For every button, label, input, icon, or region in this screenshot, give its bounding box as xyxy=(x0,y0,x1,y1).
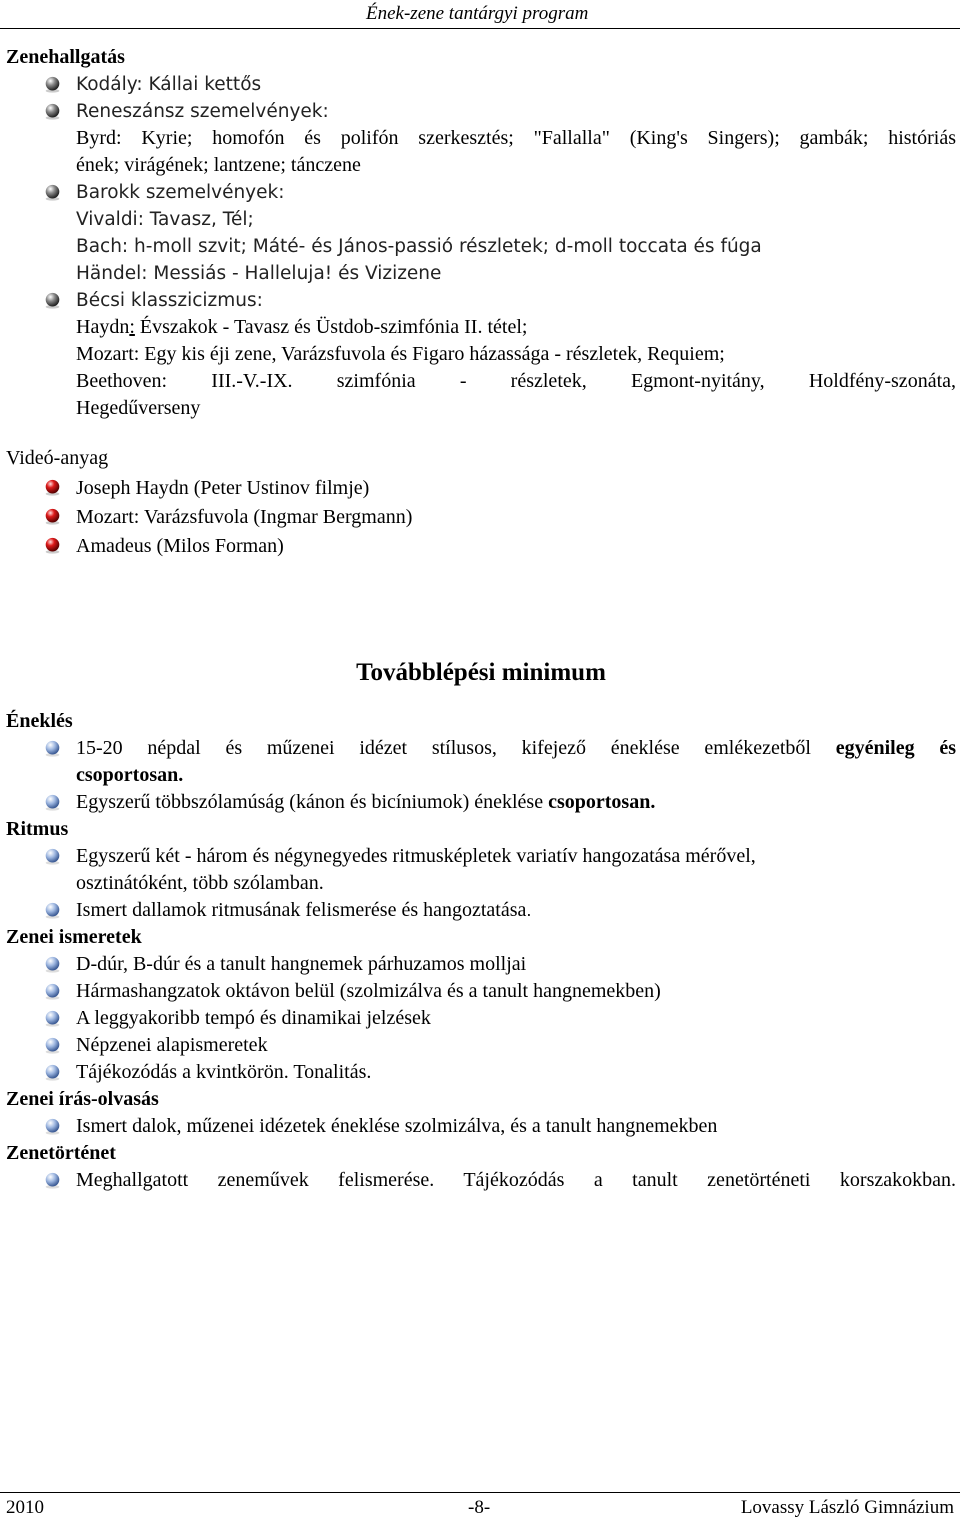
section-title-zenetortenet: Zenetörténet xyxy=(6,1142,116,1164)
blue-ball-bullet-icon xyxy=(44,1064,61,1081)
list-item-text: Barokk szemelvények: xyxy=(76,182,285,203)
list-item xyxy=(6,71,956,98)
list-item-text: Hármashangzatok oktávon belül (szolmizálva és a tanult hangnemekben) xyxy=(76,980,661,1002)
list-item-text: D-dúr, B-dúr és a tanult hangnemek párhuzamos molljai xyxy=(76,953,527,975)
list-item xyxy=(6,474,956,503)
list-item-text: Tájékozódás a kvintkörön. Tonalitás. xyxy=(76,1061,372,1083)
list-item-text: Reneszánsz szemelvények: xyxy=(76,101,329,122)
blue-ball-bullet-icon xyxy=(44,956,61,973)
list-item-text: Amadeus (Milos Forman) xyxy=(76,535,284,557)
haydn-works: Évszakok - Tavasz és Üstdob-szimfónia II. tétel; xyxy=(134,316,528,338)
section-title-zenei-ismeretek: Zenei ismeretek xyxy=(6,926,142,948)
footer-school: Lovassy László Gimnázium xyxy=(740,1497,954,1518)
list-item xyxy=(6,978,956,1005)
page-header xyxy=(0,0,960,29)
list-item xyxy=(6,1113,956,1140)
list-item xyxy=(6,951,956,978)
list-item xyxy=(6,789,956,816)
red-ball-bullet-icon xyxy=(44,508,61,525)
grey-ball-bullet-icon xyxy=(44,103,61,120)
blue-ball-bullet-icon xyxy=(44,740,61,757)
list-item xyxy=(6,503,956,532)
list-item-text: A leggyakoribb tempó és dinamikai jelzések xyxy=(76,1007,431,1029)
document-content xyxy=(6,44,956,1194)
list-item-text: Mozart: Varázsfuvola (Ingmar Bergmann) xyxy=(76,506,413,528)
text-line: Byrd: Kyrie; homofón és polifón szerkesztés; "Fallalla" (King's Singers); gambák; históriás xyxy=(76,127,956,149)
blue-ball-bullet-icon xyxy=(44,983,61,1000)
list-item xyxy=(6,1059,956,1086)
blue-ball-bullet-icon xyxy=(44,794,61,811)
list-item-text: Meghallgatott zeneművek felismerése. Tájékozódás a tanult zenetörténeti korszakokban. xyxy=(76,1169,956,1191)
blue-ball-bullet-icon xyxy=(44,902,61,919)
blue-ball-bullet-icon xyxy=(44,1037,61,1054)
list-item-text: Kodály: Kállai kettős xyxy=(76,74,262,95)
haydn-label: Haydn xyxy=(76,316,130,338)
section-title-ritmus: Ritmus xyxy=(6,818,69,840)
text-line: csoportosan. xyxy=(76,764,184,786)
blue-ball-bullet-icon xyxy=(44,1010,61,1027)
list-item-text: Bécsi klasszicizmus: xyxy=(76,290,263,311)
list-item xyxy=(6,735,956,762)
text-line: Hegedűverseny xyxy=(76,397,201,419)
text-line: Vivaldi: Tavasz, Tél; xyxy=(76,209,254,230)
spacer xyxy=(6,561,956,657)
list-item xyxy=(6,179,956,206)
section-title-zenehallgatas: Zenehallgatás xyxy=(6,46,125,68)
section-title-iras-olvasas: Zenei írás-olvasás xyxy=(6,1088,159,1110)
grey-ball-bullet-icon xyxy=(44,292,61,309)
footer-page-number: -8- xyxy=(468,1497,491,1518)
list-item xyxy=(6,1167,956,1194)
list-item-bold: csoportosan. xyxy=(548,791,656,813)
grey-ball-bullet-icon xyxy=(44,76,61,93)
text-line: osztinátóként, több szólamban. xyxy=(76,872,324,894)
page-footer xyxy=(0,1492,960,1518)
list-item xyxy=(6,1005,956,1032)
haydn-colon: : xyxy=(129,316,135,338)
text-line xyxy=(6,314,956,341)
blue-ball-bullet-icon xyxy=(44,1172,61,1189)
blue-ball-bullet-icon xyxy=(44,1118,61,1135)
text-line: Beethoven: III.-V.-IX. szimfónia - részletek, Egmont-nyitány, Holdfény-szonáta, xyxy=(76,370,956,392)
list-item xyxy=(6,843,956,870)
blue-ball-bullet-icon xyxy=(44,848,61,865)
list-item-bold: egyénileg és xyxy=(835,737,956,759)
header-title: Ének-zene tantárgyi program xyxy=(366,3,589,24)
text-line: Bach: h-moll szvit; Máté- és János-passió részletek; d-moll toccata és fúga xyxy=(76,236,762,257)
list-item-text: Egyszerű két - három és négynegyedes ritmusképletek variatív hangozatása mérővel, xyxy=(76,845,756,867)
list-item-text: 15-20 népdal és műzenei idézet stílusos, kifejező éneklése emlékezetből xyxy=(76,737,836,759)
grey-ball-bullet-icon xyxy=(44,184,61,201)
section-title-ekles: Éneklés xyxy=(6,710,73,732)
spacer xyxy=(6,422,956,445)
list-item xyxy=(6,287,956,314)
list-item-text: Ismert dallamok ritmusának felismerése és hangoztatása xyxy=(76,899,527,921)
list-item-text: Joseph Haydn (Peter Ustinov filmje) xyxy=(76,477,370,499)
red-ball-bullet-icon xyxy=(44,537,61,554)
list-item xyxy=(6,897,956,924)
list-item xyxy=(6,1032,956,1059)
text-line: Händel: Messiás - Halleluja! és Vizizene xyxy=(76,263,442,284)
minimum-title: Továbblépési minimum xyxy=(356,659,606,686)
red-ball-bullet-icon xyxy=(44,479,61,496)
list-item-text: Ismert dalok, műzenei idézetek éneklése szolmizálva, és a tanult hangnemekben xyxy=(76,1115,718,1137)
list-item-end: . xyxy=(526,901,532,920)
text-line: ének; virágének; lantzene; tánczene xyxy=(76,154,361,176)
list-item xyxy=(6,98,956,125)
text-line: Mozart: Egy kis éji zene, Varázsfuvola és Figaro házassága - részletek, Requiem; xyxy=(76,343,725,365)
list-item-text: Népzenei alapismeretek xyxy=(76,1034,268,1056)
list-item xyxy=(6,532,956,561)
list-item-text: Egyszerű többszólamúság (kánon és bicíniumok) éneklése xyxy=(76,791,549,813)
section-title-video: Videó-anyag xyxy=(6,447,109,469)
footer-year: 2010 xyxy=(6,1497,44,1518)
